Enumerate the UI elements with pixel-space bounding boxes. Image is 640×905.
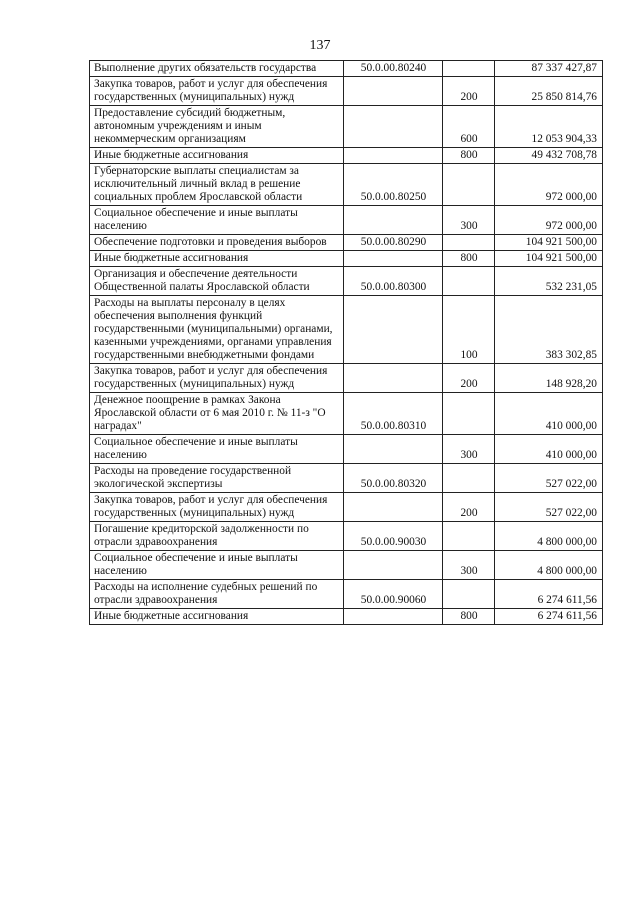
expense-name-cell: Социальное обеспечение и иные выплаты населению — [90, 206, 344, 235]
target-article-code-cell: 50.0.00.80320 — [344, 464, 443, 493]
expense-type-cell: 300 — [443, 551, 495, 580]
amount-cell: 527 022,00 — [495, 464, 603, 493]
expense-type-cell: 200 — [443, 77, 495, 106]
expense-type-cell — [443, 393, 495, 435]
expense-type-cell: 600 — [443, 106, 495, 148]
expense-name-cell: Предоставление субсидий бюджетным, автономным учреждениям и иным некоммерческим организациям — [90, 106, 344, 148]
expense-type-cell — [443, 464, 495, 493]
table-row — [90, 164, 603, 206]
expense-type-cell: 300 — [443, 435, 495, 464]
amount-cell: 532 231,05 — [495, 267, 603, 296]
expense-name-cell: Погашение кредиторской задолженности по отрасли здравоохранения — [90, 522, 344, 551]
table-row — [90, 493, 603, 522]
amount-cell: 383 302,85 — [495, 296, 603, 364]
expense-name-cell: Расходы на проведение государственной экологической экспертизы — [90, 464, 344, 493]
table-row — [90, 296, 603, 364]
target-article-code-cell: 50.0.00.80250 — [344, 164, 443, 206]
amount-cell: 4 800 000,00 — [495, 522, 603, 551]
expense-type-cell: 800 — [443, 251, 495, 267]
expense-name-cell: Закупка товаров, работ и услуг для обеспечения государственных (муниципальных) нужд — [90, 364, 344, 393]
table-row — [90, 251, 603, 267]
expense-type-cell: 800 — [443, 609, 495, 625]
target-article-code-cell — [344, 206, 443, 235]
target-article-code-cell: 50.0.00.80300 — [344, 267, 443, 296]
expense-name-cell: Расходы на выплаты персоналу в целях обеспечения выполнения функций государственными (муниципальными) органами, казенными учреждениями, органами управления государственными внебюджетными фондами — [90, 296, 344, 364]
table-row — [90, 77, 603, 106]
table-row — [90, 609, 603, 625]
expense-name-cell: Иные бюджетные ассигнования — [90, 251, 344, 267]
table-row — [90, 364, 603, 393]
expense-name-cell: Организация и обеспечение деятельности Общественной палаты Ярославской области — [90, 267, 344, 296]
amount-cell: 12 053 904,33 — [495, 106, 603, 148]
expense-type-cell: 200 — [443, 493, 495, 522]
table-row — [90, 464, 603, 493]
table-row — [90, 206, 603, 235]
expense-type-cell — [443, 164, 495, 206]
target-article-code-cell — [344, 77, 443, 106]
expense-name-cell: Расходы на исполнение судебных решений по отрасли здравоохранения — [90, 580, 344, 609]
expense-type-cell: 100 — [443, 296, 495, 364]
expense-name-cell: Иные бюджетные ассигнования — [90, 609, 344, 625]
target-article-code-cell: 50.0.00.90030 — [344, 522, 443, 551]
expense-name-cell: Выполнение других обязательств государства — [90, 61, 344, 77]
target-article-code-cell — [344, 435, 443, 464]
target-article-code-cell — [344, 493, 443, 522]
target-article-code-cell — [344, 364, 443, 393]
expense-name-cell: Социальное обеспечение и иные выплаты населению — [90, 435, 344, 464]
target-article-code-cell: 50.0.00.80310 — [344, 393, 443, 435]
amount-cell: 410 000,00 — [495, 435, 603, 464]
amount-cell: 972 000,00 — [495, 206, 603, 235]
amount-cell: 410 000,00 — [495, 393, 603, 435]
table-row — [90, 551, 603, 580]
amount-cell: 104 921 500,00 — [495, 251, 603, 267]
page-number: 137 — [309, 38, 331, 53]
budget-table-body — [90, 61, 603, 625]
target-article-code-cell — [344, 148, 443, 164]
amount-cell: 104 921 500,00 — [495, 235, 603, 251]
table-row — [90, 61, 603, 77]
expense-name-cell: Губернаторские выплаты специалистам за исключительный личный вклад в решение социальных проблем Ярославской области — [90, 164, 344, 206]
target-article-code-cell: 50.0.00.80240 — [344, 61, 443, 77]
table-row — [90, 267, 603, 296]
expense-type-cell — [443, 580, 495, 609]
table-row — [90, 148, 603, 164]
table-row — [90, 393, 603, 435]
target-article-code-cell — [344, 106, 443, 148]
target-article-code-cell: 50.0.00.90060 — [344, 580, 443, 609]
amount-cell: 6 274 611,56 — [495, 580, 603, 609]
table-row — [90, 522, 603, 551]
expense-type-cell — [443, 267, 495, 296]
target-article-code-cell — [344, 609, 443, 625]
amount-cell: 527 022,00 — [495, 493, 603, 522]
table-row — [90, 235, 603, 251]
amount-cell: 972 000,00 — [495, 164, 603, 206]
target-article-code-cell — [344, 551, 443, 580]
table-row — [90, 106, 603, 148]
expense-name-cell: Закупка товаров, работ и услуг для обеспечения государственных (муниципальных) нужд — [90, 493, 344, 522]
expense-type-cell — [443, 235, 495, 251]
amount-cell: 49 432 708,78 — [495, 148, 603, 164]
amount-cell: 87 337 427,87 — [495, 61, 603, 77]
amount-cell: 25 850 814,76 — [495, 77, 603, 106]
amount-cell: 6 274 611,56 — [495, 609, 603, 625]
expense-name-cell: Социальное обеспечение и иные выплаты населению — [90, 551, 344, 580]
table-row — [90, 435, 603, 464]
expense-type-cell: 800 — [443, 148, 495, 164]
target-article-code-cell — [344, 296, 443, 364]
amount-cell: 4 800 000,00 — [495, 551, 603, 580]
budget-table — [89, 60, 603, 625]
expense-type-cell — [443, 522, 495, 551]
expense-name-cell: Денежное поощрение в рамках Закона Ярославской области от 6 мая 2010 г. № 11-з "О наградах" — [90, 393, 344, 435]
expense-name-cell: Закупка товаров, работ и услуг для обеспечения государственных (муниципальных) нужд — [90, 77, 344, 106]
expense-name-cell: Иные бюджетные ассигнования — [90, 148, 344, 164]
expense-name-cell: Обеспечение подготовки и проведения выборов — [90, 235, 344, 251]
target-article-code-cell — [344, 251, 443, 267]
amount-cell: 148 928,20 — [495, 364, 603, 393]
target-article-code-cell: 50.0.00.80290 — [344, 235, 443, 251]
expense-type-cell — [443, 61, 495, 77]
expense-type-cell: 300 — [443, 206, 495, 235]
table-row — [90, 580, 603, 609]
expense-type-cell: 200 — [443, 364, 495, 393]
